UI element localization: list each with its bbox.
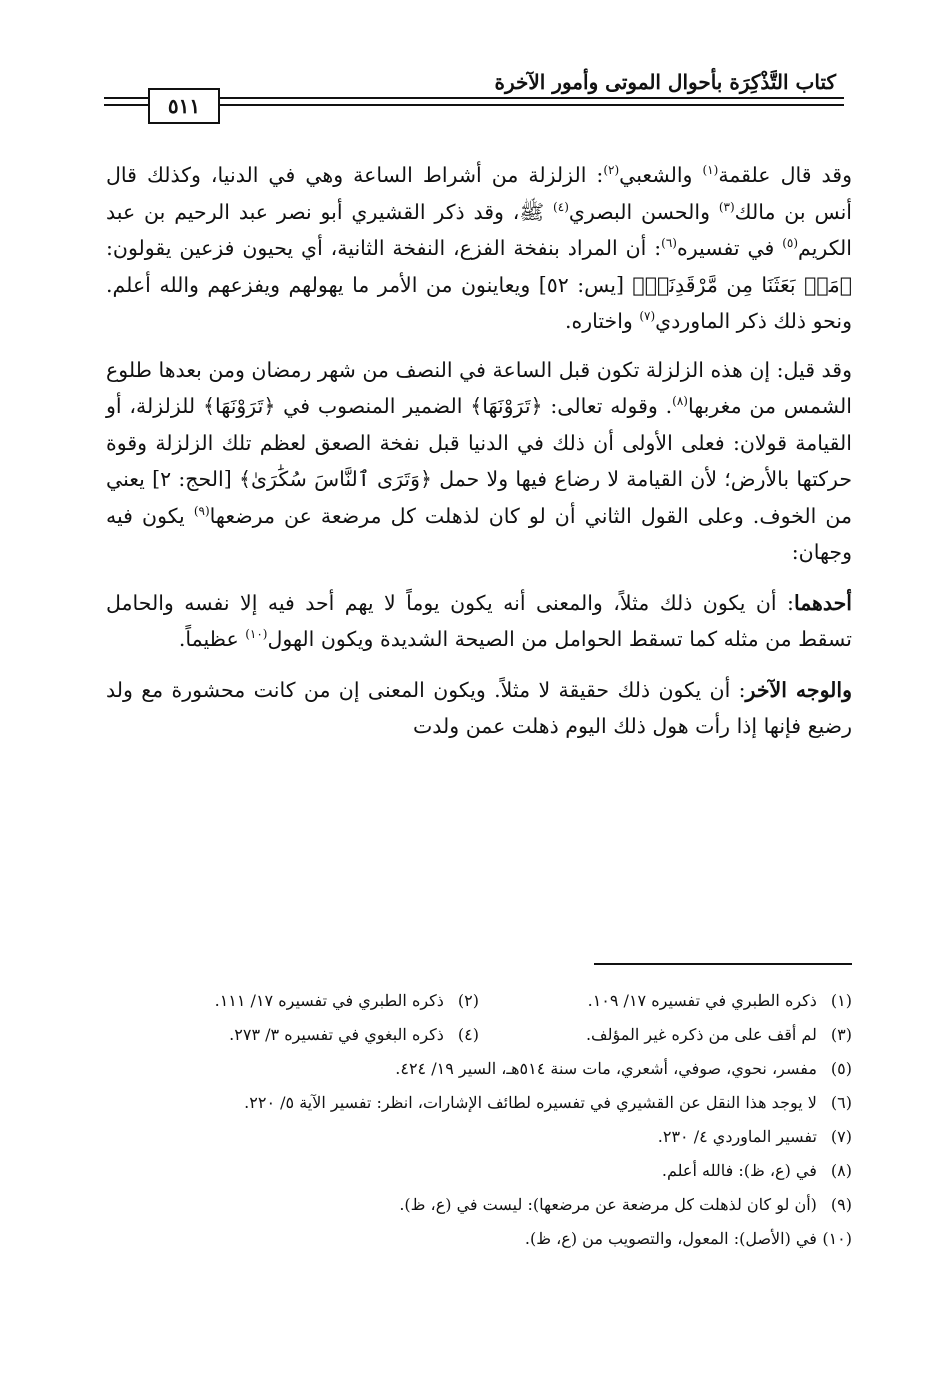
footnote-text: (أن لو كان لذهلت كل مرضعة عن مرضعها): ليست في (ع، ظ). — [399, 1195, 817, 1214]
footnote-number: (٨) — [830, 1161, 852, 1180]
footnote-text: مفسر، نحوي، صوفي، أشعري، مات سنة ٥١٤هـ، السير ١٩/ ٤٢٤. — [395, 1059, 817, 1078]
paragraph: وقد قيل: إن هذه الزلزلة تكون قبل الساعة في النصف من شهر رمضان ومن بعدها طلوع الشمس من مغربها$^{(٨)}$. وقوله تعالى: ﴿تَرَوْنَهَا﴾ الضمير المنصوب في ﴿تَرَوْنَهَا﴾ للزلزلة، أو القيامة قولان: فعلى الأولى أن ذلك في الدنيا قبل نفخة الصعق لعظم تلك الزلزلة وقوة حركتها بالأرض؛ لأن القيامة لا رضاع فيها ولا حمل ﴿وَتَرَى ٱلنَّاسَ سُكَٰرَىٰ﴾ [الحج: ٢] يعني من الخوف. وعلى القول الثاني أن لو كان لذهلت كل مرضعة عن مرضعها$^{(٩)}$ يكون فيه وجهان: — [106, 357, 852, 564]
footnote-text: ذكره البغوي في تفسيره ٣/ ٢٧٣. — [229, 1025, 444, 1044]
footnote — [479, 1018, 852, 1052]
footnote-number: (١٠) — [822, 1229, 852, 1248]
footnote-number: (٣) — [830, 1025, 852, 1044]
footnote — [106, 1018, 479, 1052]
footnote — [106, 1222, 852, 1256]
paragraph: أحدهما: أن يكون ذلك مثلاً، والمعنى أنه يكون يوماً لا يهم أحد فيه إلا نفسه والحامل تسقط من مثله كما تسقط الحوامل من الصيحة الشديدة ويكون الهول$^{(١٠)}$ عظيماً. — [106, 590, 852, 651]
footnote-row — [106, 1018, 852, 1052]
footnote-number: (٧) — [830, 1127, 852, 1146]
page-number: ٥١١ — [148, 88, 220, 124]
footnote — [106, 1120, 852, 1154]
footnote — [106, 1086, 852, 1120]
footnote-row — [106, 984, 852, 1018]
footnote-text: في (الأصل): المعول، والتصويب من (ع، ظ). — [524, 1229, 817, 1248]
footnote-separator — [594, 963, 852, 965]
footnote-number: (٥) — [830, 1059, 852, 1078]
footnote — [106, 1052, 852, 1086]
footnote-number: (٩) — [830, 1195, 852, 1214]
footnote-text: ذكره الطبري في تفسيره ١٧/ ١٠٩. — [587, 991, 817, 1010]
main-text — [106, 157, 852, 759]
footnote — [479, 984, 852, 1018]
paragraph: وقد قال علقمة$^{(١)}$ والشعبي$^{(٢)}$: الزلزلة من أشراط الساعة وهي في الدنيا، وكذلك قال أنس بن مالك$^{(٣)}$ والحسن البصري$^{(٤)}$ ﷺ، وقد ذكر القشيري أبو نصر عبد الرحيم بن عبد الكريم$^{(٥)}$ في تفسيره$^{(٦)}$: أن المراد بنفخة الفزع، النفخة الثانية، أي يحيون فزعين يقولون: ﴿مَنۢ بَعَثَنَا مِن مَّرْقَدِنَاۜ﴾ [يس: ٥٢] ويعاينون من الأمر ما يهولهم ويفزعهم والله أعلم. ونحو ذلك ذكر الماوردي$^{(٧)}$ واختاره. — [106, 163, 852, 333]
footnote-number: (٦) — [830, 1093, 852, 1112]
footnote-text: لم أقف على من ذكره غير المؤلف. — [585, 1025, 817, 1044]
footnote-number: (٢) — [457, 991, 479, 1010]
footnote-number: (٤) — [457, 1025, 479, 1044]
footnote-text: تفسير الماوردي ٤/ ٢٣٠. — [657, 1127, 817, 1146]
running-header-title: كتاب التَّذْكِرَة بأحوال الموتى وأمور الآخرة — [494, 70, 836, 94]
footnote-text: في (ع، ظ): فالله أعلم. — [661, 1161, 817, 1180]
footnote — [106, 1188, 852, 1222]
footnote — [106, 1154, 852, 1188]
footnotes — [106, 984, 852, 1256]
paragraph: والوجه الآخر: أن يكون ذلك حقيقة لا مثلاً. ويكون المعنى إن من كانت محشورة مع ولد رضيع فإنها إذا رأت هول ذلك اليوم ذهلت عمن ولدت — [106, 677, 852, 738]
footnote-number: (١) — [830, 991, 852, 1010]
footnote-text: ذكره الطبري في تفسيره ١٧/ ١١١. — [214, 991, 444, 1010]
footnote-text: لا يوجد هذا النقل عن القشيري في تفسيره لطائف الإشارات، انظر: تفسير الآية ٥/ ٢٢٠. — [244, 1093, 817, 1112]
footnote — [106, 984, 479, 1018]
